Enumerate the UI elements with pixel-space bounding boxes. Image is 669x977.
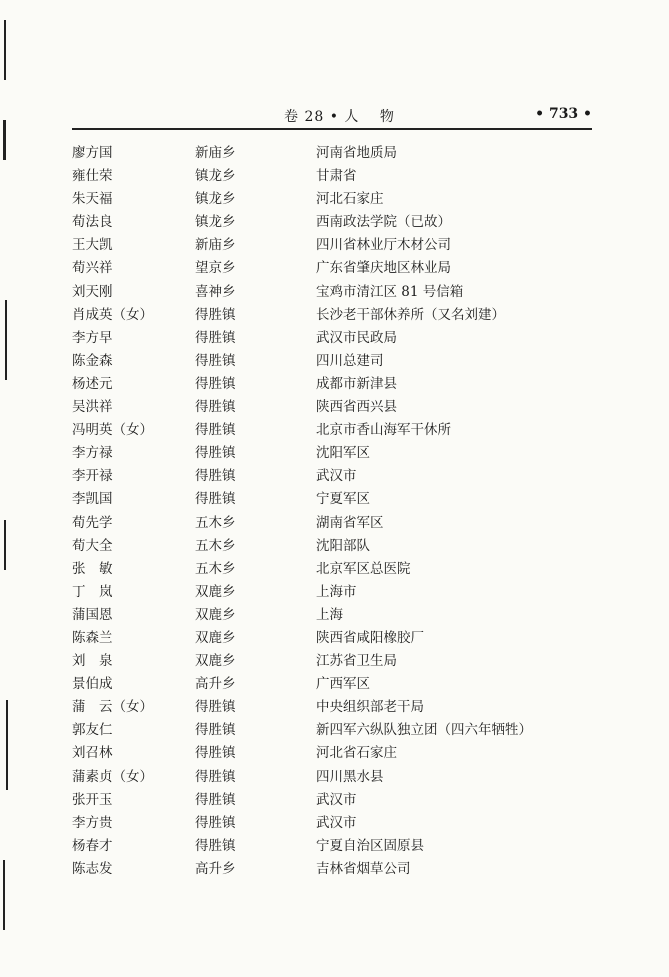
person-name: 李开禄 (72, 468, 113, 485)
person-name: 荀大全 (72, 537, 113, 554)
work-unit: 湖南省军区 (316, 514, 384, 531)
scan-edge-mark (6, 700, 8, 790)
hometown: 得胜镇 (195, 745, 236, 762)
work-unit: 宁夏自治区固原县 (316, 837, 424, 854)
list-item (72, 674, 592, 697)
work-unit: 吉林省烟草公司 (316, 860, 411, 877)
list-item (72, 235, 592, 258)
hometown: 得胜镇 (195, 329, 236, 346)
hometown: 得胜镇 (195, 814, 236, 831)
work-unit: 陕西省西兴县 (316, 399, 397, 416)
list-item (72, 489, 592, 512)
work-unit: 甘肃省 (316, 168, 357, 185)
list-item (72, 443, 592, 466)
hometown: 得胜镇 (195, 352, 236, 369)
work-unit: 长沙老干部休养所（又名刘建） (316, 306, 505, 323)
list-item (72, 189, 592, 212)
person-name: 李方贵 (72, 814, 113, 831)
person-name: 张 敏 (72, 560, 113, 577)
hometown: 得胜镇 (195, 399, 236, 416)
work-unit: 新四军六纵队独立团（四六年牺牲） (316, 722, 532, 739)
work-unit: 西南政法学院（已故） (316, 214, 451, 231)
hometown: 得胜镇 (195, 837, 236, 854)
person-name: 肖成英（女） (72, 306, 153, 323)
work-unit: 陕西省咸阳橡胶厂 (316, 629, 424, 646)
person-name: 杨述元 (72, 375, 113, 392)
scan-edge-mark (5, 300, 7, 380)
scan-edge-mark (3, 120, 6, 160)
person-name: 张开玉 (72, 791, 113, 808)
work-unit: 武汉市 (316, 791, 357, 808)
person-name: 李凯国 (72, 491, 113, 508)
hometown: 得胜镇 (195, 375, 236, 392)
list-item (72, 813, 592, 836)
hometown: 得胜镇 (195, 468, 236, 485)
hometown: 喜神乡 (195, 283, 236, 300)
person-name: 郭友仁 (72, 722, 113, 739)
work-unit: 河北石家庄 (316, 191, 384, 208)
hometown: 新庙乡 (195, 145, 236, 161)
work-unit: 上海 (316, 606, 343, 623)
work-unit: 四川省林业厅木材公司 (316, 237, 451, 254)
hometown: 五木乡 (195, 537, 236, 554)
work-unit: 武汉市民政局 (316, 329, 397, 346)
person-name: 陈森兰 (72, 629, 113, 646)
scan-edge-mark (4, 20, 6, 80)
list-item (72, 305, 592, 328)
list-item (72, 212, 592, 235)
hometown: 得胜镇 (195, 768, 236, 785)
person-name: 冯明英（女） (72, 422, 153, 439)
person-name: 朱天福 (72, 191, 113, 208)
hometown: 高升乡 (195, 676, 236, 693)
work-unit: 广西军区 (316, 676, 370, 693)
list-item (72, 420, 592, 443)
work-unit: 沈阳部队 (316, 537, 370, 554)
header-rule (72, 128, 592, 130)
hometown: 双鹿乡 (195, 606, 236, 623)
hometown: 得胜镇 (195, 491, 236, 508)
list-item (72, 628, 592, 651)
page-number: • 733 • (535, 106, 592, 122)
work-unit: 上海市 (316, 583, 357, 600)
list-item (72, 374, 592, 397)
person-name: 蒲国恩 (72, 606, 113, 623)
person-name: 丁 岚 (72, 583, 113, 600)
list-item (72, 166, 592, 189)
list-item (72, 559, 592, 582)
list-item (72, 859, 592, 882)
person-name: 刘召林 (72, 745, 113, 762)
list-item (72, 651, 592, 674)
list-item (72, 790, 592, 813)
list-item (72, 513, 592, 536)
work-unit: 宝鸡市清江区 81 号信箱 (316, 283, 464, 300)
work-unit: 宁夏军区 (316, 491, 370, 508)
hometown: 得胜镇 (195, 699, 236, 716)
hometown: 双鹿乡 (195, 629, 236, 646)
work-unit: 北京军区总医院 (316, 560, 411, 577)
list-item (72, 836, 592, 859)
hometown: 得胜镇 (195, 791, 236, 808)
person-name: 荀法良 (72, 214, 113, 231)
list-item (72, 328, 592, 351)
list-item (72, 582, 592, 605)
list-item (72, 258, 592, 281)
person-name: 李方禄 (72, 445, 113, 462)
work-unit: 四川黑水县 (316, 768, 384, 785)
work-unit: 成都市新津县 (316, 375, 397, 392)
hometown: 新庙乡 (195, 237, 236, 254)
person-name: 陈志发 (72, 860, 113, 877)
person-name: 吴洪祥 (72, 399, 113, 416)
person-name: 廖方国 (72, 145, 113, 161)
list-item (72, 143, 592, 166)
work-unit: 武汉市 (316, 468, 357, 485)
hometown: 五木乡 (195, 514, 236, 531)
work-unit: 河南省地质局 (316, 145, 397, 161)
page-title: 卷 28 • 人 物 (284, 109, 395, 125)
work-unit: 江苏省卫生局 (316, 653, 397, 670)
list-item (72, 743, 592, 766)
list-item (72, 466, 592, 489)
person-name: 蒲素贞（女） (72, 768, 153, 785)
scan-edge-mark (3, 860, 5, 930)
hometown: 得胜镇 (195, 722, 236, 739)
person-name: 景伯成 (72, 676, 113, 693)
work-unit: 北京市香山海军干休所 (316, 422, 451, 439)
person-name: 陈金森 (72, 352, 113, 369)
person-name: 王大凯 (72, 237, 113, 254)
hometown: 双鹿乡 (195, 653, 236, 670)
list-item (72, 397, 592, 420)
list-item (72, 536, 592, 559)
list-item (72, 351, 592, 374)
person-name: 蒲 云（女） (72, 699, 153, 716)
person-name: 李方早 (72, 329, 113, 346)
hometown: 望京乡 (195, 260, 236, 277)
list-item (72, 605, 592, 628)
person-name: 刘天刚 (72, 283, 113, 300)
work-unit: 沈阳军区 (316, 445, 370, 462)
hometown: 镇龙乡 (195, 168, 236, 185)
person-name: 荀先学 (72, 514, 113, 531)
person-list (72, 143, 592, 882)
hometown: 五木乡 (195, 560, 236, 577)
hometown: 得胜镇 (195, 422, 236, 439)
work-unit: 河北省石家庄 (316, 745, 397, 762)
person-name: 雍仕荣 (72, 168, 113, 185)
work-unit: 四川总建司 (316, 352, 384, 369)
hometown: 镇龙乡 (195, 191, 236, 208)
list-item (72, 767, 592, 790)
scan-edge-mark (4, 520, 6, 570)
work-unit: 武汉市 (316, 814, 357, 831)
work-unit: 中央组织部老干局 (316, 699, 424, 716)
list-item (72, 720, 592, 743)
hometown: 镇龙乡 (195, 214, 236, 231)
hometown: 双鹿乡 (195, 583, 236, 600)
hometown: 高升乡 (195, 860, 236, 877)
work-unit: 广东省肇庆地区林业局 (316, 260, 451, 277)
list-item (72, 697, 592, 720)
person-name: 刘 泉 (72, 653, 113, 670)
page-header (72, 106, 592, 130)
person-name: 杨春才 (72, 837, 113, 854)
list-item (72, 282, 592, 305)
hometown: 得胜镇 (195, 306, 236, 323)
hometown: 得胜镇 (195, 445, 236, 462)
person-name: 荀兴祥 (72, 260, 113, 277)
